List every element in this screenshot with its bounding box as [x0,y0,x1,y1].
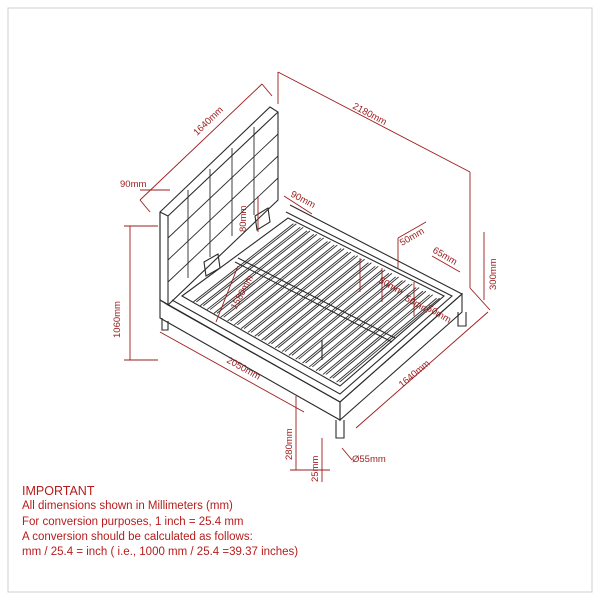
bracket-right [255,208,270,230]
dimension-labels [112,101,499,482]
slat-line [282,270,382,352]
bed-drawing [160,104,466,438]
notes-line-3: A conversion should be calculated as follows: [22,530,253,543]
frame-left-rail [160,300,340,420]
dim-headboard-width: 1640mm [191,104,226,139]
dim-headboard-thickness: 90mm [120,179,147,190]
dim-small-a: 50mm [376,275,405,298]
dim-footboard-width: 1640mm [396,358,433,391]
slat-line [296,277,396,359]
dim-overall-length: 2180mm [350,100,389,129]
dim-slat-span: 1580mm [228,273,257,312]
dim-inner-height: 80mm [238,205,249,232]
dim-side-height: 300mm [488,258,499,290]
dim-rail-width: 90mm [288,188,318,212]
dim-small-c: 50mm [424,303,453,326]
headboard-tufting [168,127,278,282]
notes-line-2: For conversion purposes, 1 inch = 25.4 mm [22,515,244,528]
slat-line [271,263,371,344]
dim-headboard-height: 1060mm [112,301,123,338]
notes-title: IMPORTANT [22,484,95,498]
dim-frame-height: 280mm [284,428,295,460]
dim-leg-height: 25mm [310,455,321,482]
slat-line [289,273,389,355]
slat-line [303,281,403,364]
headboard-side [160,112,278,305]
dim-inner-length: 2050mm [224,355,263,383]
dim-leg-diameter: Ø55mm [352,454,386,465]
dim-small-b: 50mm [402,293,431,316]
dimension-lines [124,72,490,482]
leg-front [336,420,344,438]
slat-line [285,270,385,352]
important-notes [22,484,442,560]
notes-line-1: All dimensions shown in Millimeters (mm) [22,500,233,513]
slat-line [268,263,368,344]
notes-line-4: mm / 25.4 = inch ( i.e., 1000 mm / 25.4 =39.37 inches) [22,546,299,559]
dim-slat-width: 50mm [398,225,427,249]
slat-line [278,266,378,347]
slat-line [316,288,416,371]
dim-slat-gap: 65mm [430,245,459,268]
